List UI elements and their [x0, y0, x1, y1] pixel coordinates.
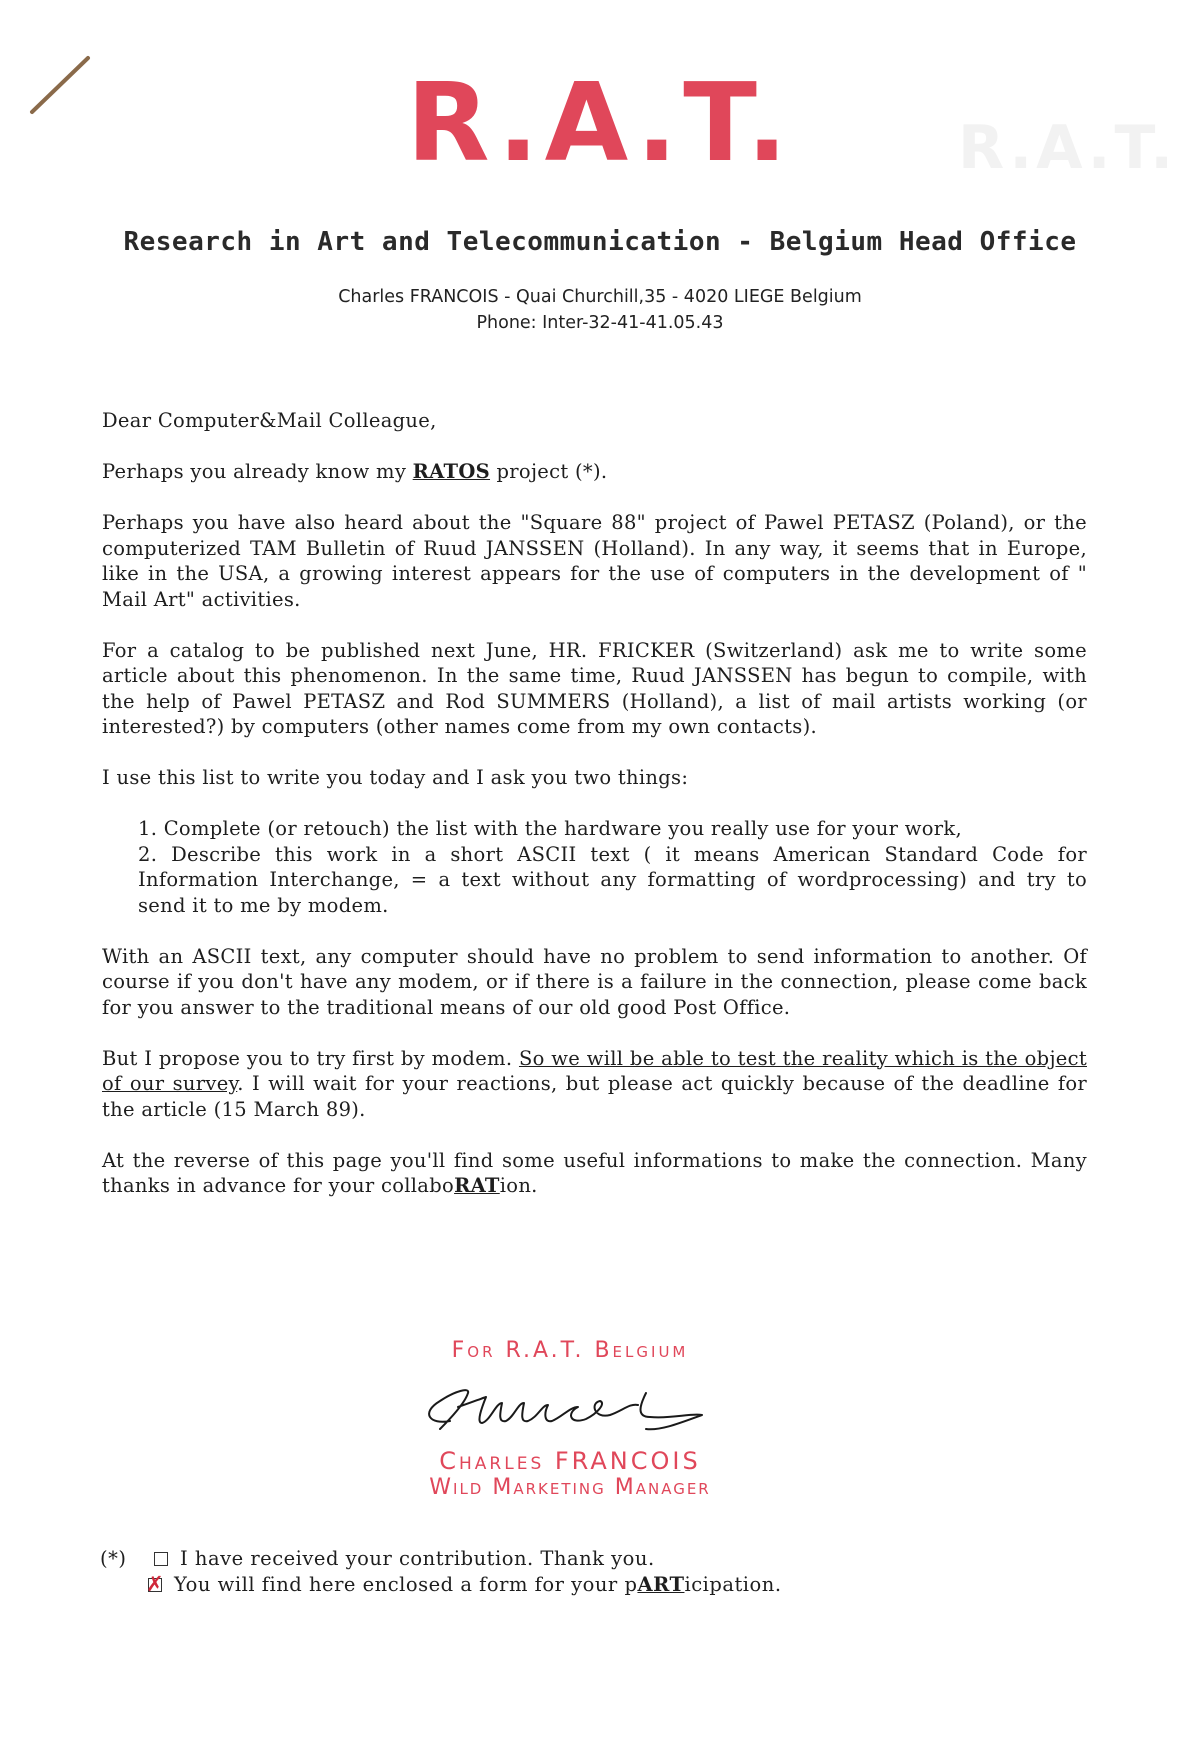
- list-item-hardware: 1. Complete (or retouch) the list with the hardware you really use for your work,: [138, 817, 962, 840]
- received-checkbox: [154, 1552, 168, 1566]
- footnote-option-form: [100, 1572, 1000, 1598]
- signature-for-line: For R.A.T. Belgium: [451, 1338, 689, 1363]
- phone-line: Phone: Inter-32-41-41.05.43: [476, 313, 724, 333]
- address-line: Charles FRANCOIS - Quai Churchill,35 - 4020 LIEGE Belgium: [338, 287, 862, 307]
- paragraph-modem: But I propose you to try first by modem. So we will be able to test the reality which is the object of our survey. I will wait for your reactions, but please act quickly because of the deadline for the article (15 March 89).: [102, 1046, 1088, 1121]
- paragraph-ratos: Perhaps you already know my RATOS project (*).: [102, 460, 608, 483]
- art-emphasis: ART: [637, 1573, 685, 1596]
- paragraph-request: I use this list to write you today and I ask you two things:: [102, 766, 689, 789]
- form-enclosed-label: You will find here enclosed a form for your pARTicipation.: [174, 1573, 782, 1596]
- form-enclosed-checkbox: [148, 1578, 162, 1592]
- signature-stamp: [400, 1338, 740, 1500]
- handwritten-signature: [410, 1373, 730, 1443]
- paragraph-ascii: With an ASCII text, any computer should have no problem to send information to another. Of course if you don't have any modem, or if there is a failure in the connection, please come back for you answer to the traditional means of our old good Post Office.: [102, 944, 1087, 1019]
- received-label: I have received your contribution. Thank you.: [180, 1547, 655, 1570]
- ratos-emphasis: RATOS: [412, 460, 491, 483]
- paragraph-catalog: For a catalog to be published next June, HR. FRICKER (Switzerland) ask me to write some article about this phenomenon. In the same time, Ruud JANSSEN has begun to compile, with the help of Pawel PETASZ and Rod SUMMERS (Holland), a list of mail artists working (or interested?) by computers (other names come from my own contacts).: [102, 638, 1087, 738]
- list-item-ascii: 2. Describe this work in a short ASCII text ( it means American Standard Code for Information Interchange, = a text without any formatting of wordprocessing) and try to send it to me by modem.: [138, 842, 1087, 917]
- organization-title: Research in Art and Telecommunication - Belgium Head Office: [123, 227, 1077, 257]
- footnote-option-received: [100, 1546, 1000, 1572]
- signatory-role: Wild Marketing Manager: [429, 1475, 711, 1500]
- paragraph-square88: Perhaps you have also heard about the "Square 88" project of Pawel PETASZ (Poland), or the computerized TAM Bulletin of Ruud JANSSEN (Holland). In any way, it seems that in Europe, like in the USA, a growing interest appears for the use of computers in the development of " Mail Art" activities.: [102, 511, 1087, 611]
- letter-body: [102, 408, 1087, 1224]
- survey-underline: So we will be able to test the reality which is the object of our survey: [102, 1046, 1087, 1095]
- rat-logo: R.A.T.: [406, 61, 794, 186]
- rat-emphasis: RAT: [454, 1174, 500, 1197]
- footnote-marker: (*): [100, 1547, 127, 1570]
- salutation: Dear Computer&Mail Colleague,: [102, 409, 437, 432]
- paragraph-closing: At the reverse of this page you'll find some useful informations to make the connection. Many thanks in advance for your collaboRATion.: [102, 1148, 1087, 1197]
- footnote: [100, 1546, 1000, 1598]
- show-through-logo: R.A.T.: [958, 113, 1178, 183]
- signatory-name: Charles FRANCOIS: [439, 1447, 701, 1475]
